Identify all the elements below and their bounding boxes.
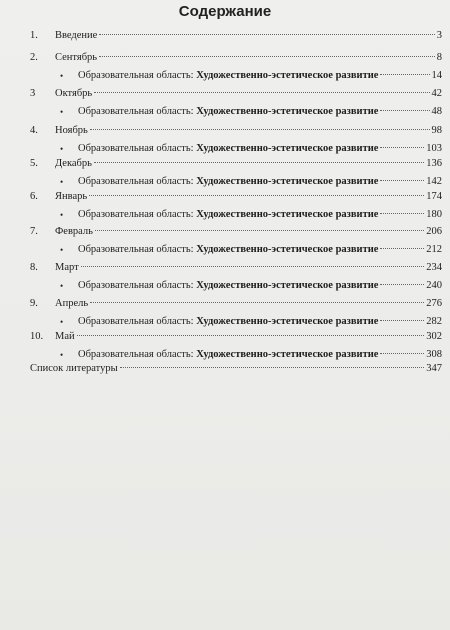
toc-page-number: 103 xyxy=(426,143,442,154)
bullet-icon: • xyxy=(60,177,64,187)
toc-entry[interactable] xyxy=(0,124,450,138)
toc-leader xyxy=(55,261,442,275)
toc-entry-title: Январь xyxy=(55,191,88,202)
toc-page-number: 180 xyxy=(426,209,442,220)
toc-page-number: 276 xyxy=(426,298,442,309)
toc-entry-title: Ноябрь xyxy=(55,125,88,136)
toc-subentry[interactable] xyxy=(0,142,450,156)
dot-leader xyxy=(90,129,430,130)
subentry-prefix: Образовательная область: xyxy=(78,143,197,154)
toc-entry-label xyxy=(55,261,79,275)
toc-leader xyxy=(78,243,442,257)
subentry-prefix: Образовательная область: xyxy=(78,280,197,291)
dot-leader xyxy=(77,335,425,336)
toc-entry-number: 9. xyxy=(30,298,38,309)
toc-subentry[interactable] xyxy=(0,69,450,83)
dot-leader xyxy=(120,367,425,368)
dot-leader xyxy=(380,353,424,354)
dot-leader xyxy=(380,213,424,214)
subentry-area: Художественно-эстетическое развитие xyxy=(196,316,379,327)
toc-entry-title: Март xyxy=(55,262,79,273)
bullet-icon: • xyxy=(60,317,64,327)
toc-entry-label xyxy=(78,315,378,329)
dot-leader xyxy=(81,266,425,267)
toc-page-number: 136 xyxy=(426,158,442,169)
subentry-area: Художественно-эстетическое развитие xyxy=(196,176,379,187)
toc-page-number: 234 xyxy=(426,262,442,273)
subentry-area: Художественно-эстетическое развитие xyxy=(196,70,379,81)
toc-entry[interactable] xyxy=(0,261,450,275)
toc-leader xyxy=(55,124,442,138)
toc-leader xyxy=(78,105,442,119)
bullet-icon: • xyxy=(60,245,64,255)
dot-leader xyxy=(380,284,424,285)
toc-page-number: 308 xyxy=(426,349,442,360)
bullet-icon: • xyxy=(60,107,64,117)
toc-leader xyxy=(55,51,442,65)
toc-leader xyxy=(78,175,442,189)
toc-entry-number: 4. xyxy=(30,125,38,136)
dot-leader xyxy=(89,195,424,196)
toc-entry[interactable] xyxy=(0,297,450,311)
subentry-area: Художественно-эстетическое развитие xyxy=(196,280,379,291)
toc-entry[interactable] xyxy=(0,87,450,101)
toc-entry-title: Декабрь xyxy=(55,158,92,169)
toc-subentry[interactable] xyxy=(0,208,450,222)
toc-leader xyxy=(78,315,442,329)
dot-leader xyxy=(99,56,435,57)
toc-entry-title: Список литературы xyxy=(30,363,118,374)
toc-entry-bibliography[interactable] xyxy=(0,362,450,376)
toc-page-number: 240 xyxy=(426,280,442,291)
toc-entry-label xyxy=(55,190,87,204)
toc-entry-label xyxy=(55,330,75,344)
subentry-area: Художественно-эстетическое развитие xyxy=(196,244,379,255)
toc-entry-label xyxy=(78,105,378,119)
toc-entry-label xyxy=(55,157,92,171)
toc-entry-label xyxy=(78,69,378,83)
bullet-icon: • xyxy=(60,350,64,360)
toc-entry-number: 5. xyxy=(30,158,38,169)
toc-leader xyxy=(78,279,442,293)
subentry-area: Художественно-эстетическое развитие xyxy=(196,143,379,154)
toc-entry[interactable] xyxy=(0,225,450,239)
toc-entry-title: Май xyxy=(55,331,75,342)
toc-leader xyxy=(78,142,442,156)
toc-page-number: 212 xyxy=(426,244,442,255)
toc-entry-title: Октябрь xyxy=(55,88,93,99)
bullet-icon: • xyxy=(60,144,64,154)
toc-leader xyxy=(55,190,442,204)
dot-leader xyxy=(380,110,429,111)
toc-page-number: 206 xyxy=(426,226,442,237)
bullet-icon: • xyxy=(60,281,64,291)
toc-leader xyxy=(55,157,442,171)
toc-entry[interactable] xyxy=(0,157,450,171)
dot-leader xyxy=(94,92,429,93)
subentry-prefix: Образовательная область: xyxy=(78,106,197,117)
toc-entry-title: Введение xyxy=(55,30,98,41)
toc-entry-label xyxy=(78,279,378,293)
dot-leader xyxy=(380,180,424,181)
toc-entry-label xyxy=(78,208,378,222)
subentry-prefix: Образовательная область: xyxy=(78,176,197,187)
bullet-icon: • xyxy=(60,71,64,81)
toc-leader xyxy=(78,348,442,362)
toc-page-number: 302 xyxy=(426,331,442,342)
toc-entry-label xyxy=(55,29,97,43)
toc-entry[interactable] xyxy=(0,330,450,344)
toc-subentry[interactable] xyxy=(0,175,450,189)
toc-entry-number: 8. xyxy=(30,262,38,273)
dot-leader xyxy=(90,302,424,303)
dot-leader xyxy=(94,162,424,163)
toc-subentry[interactable] xyxy=(0,348,450,362)
toc-page-number: 347 xyxy=(426,363,442,374)
toc-page-number: 174 xyxy=(426,191,442,202)
dot-leader xyxy=(99,34,434,35)
toc-entry-label xyxy=(78,175,378,189)
dot-leader xyxy=(380,74,429,75)
toc-entry[interactable] xyxy=(0,29,450,43)
toc-subentry[interactable] xyxy=(0,105,450,119)
subentry-area: Художественно-эстетическое развитие xyxy=(196,106,379,117)
subentry-prefix: Образовательная область: xyxy=(78,316,197,327)
toc-page-number: 98 xyxy=(431,125,442,136)
toc-entry-label xyxy=(55,87,92,101)
dot-leader xyxy=(95,230,424,231)
toc-leader xyxy=(55,330,442,344)
toc-leader xyxy=(78,69,442,83)
subentry-prefix: Образовательная область: xyxy=(78,70,197,81)
toc-page-number: 14 xyxy=(431,70,442,81)
subentry-prefix: Образовательная область: xyxy=(78,244,197,255)
toc-entry-number: 7. xyxy=(30,226,38,237)
toc-leader xyxy=(78,208,442,222)
toc-entry[interactable] xyxy=(0,190,450,204)
toc-page-number: 282 xyxy=(426,316,442,327)
toc-leader xyxy=(55,225,442,239)
subentry-prefix: Образовательная область: xyxy=(78,349,197,360)
toc-entry-label xyxy=(55,297,88,311)
toc-page-number: 3 xyxy=(436,30,442,41)
toc-leader xyxy=(55,87,442,101)
toc-entry-number: 3 xyxy=(30,88,36,99)
toc-page-number: 8 xyxy=(436,52,442,63)
toc-entry-label xyxy=(78,142,378,156)
toc-entry-label xyxy=(30,362,118,376)
toc-page-number: 42 xyxy=(431,88,442,99)
toc-entry-number: 2. xyxy=(30,52,38,63)
subentry-area: Художественно-эстетическое развитие xyxy=(196,209,379,220)
toc-leader xyxy=(30,362,442,376)
dot-leader xyxy=(380,248,424,249)
toc-subentry[interactable] xyxy=(0,279,450,293)
toc-entry-number: 10. xyxy=(30,331,44,342)
toc-entry-title: Сентябрь xyxy=(55,52,98,63)
toc-page-number: 142 xyxy=(426,176,442,187)
toc-entry-label xyxy=(78,243,378,257)
dot-leader xyxy=(380,147,424,148)
toc-entry[interactable] xyxy=(0,51,450,65)
toc-entry-label xyxy=(78,348,378,362)
toc-leader xyxy=(55,29,442,43)
subentry-prefix: Образовательная область: xyxy=(78,209,197,220)
toc-entry-title: Февраль xyxy=(55,226,93,237)
toc-entry-number: 1. xyxy=(30,30,38,41)
toc-entry-number: 6. xyxy=(30,191,38,202)
toc-entry-label xyxy=(55,225,93,239)
toc-subentry[interactable] xyxy=(0,243,450,257)
bullet-icon: • xyxy=(60,210,64,220)
toc-entry-label xyxy=(55,124,88,138)
toc-leader xyxy=(55,297,442,311)
toc-page-number: 48 xyxy=(431,106,442,117)
page-title: Содержание xyxy=(178,3,272,20)
toc-entry-title: Апрель xyxy=(55,298,89,309)
toc-entry-label xyxy=(55,51,97,65)
dot-leader xyxy=(380,320,424,321)
toc-subentry[interactable] xyxy=(0,315,450,329)
subentry-area: Художественно-эстетическое развитие xyxy=(196,349,379,360)
